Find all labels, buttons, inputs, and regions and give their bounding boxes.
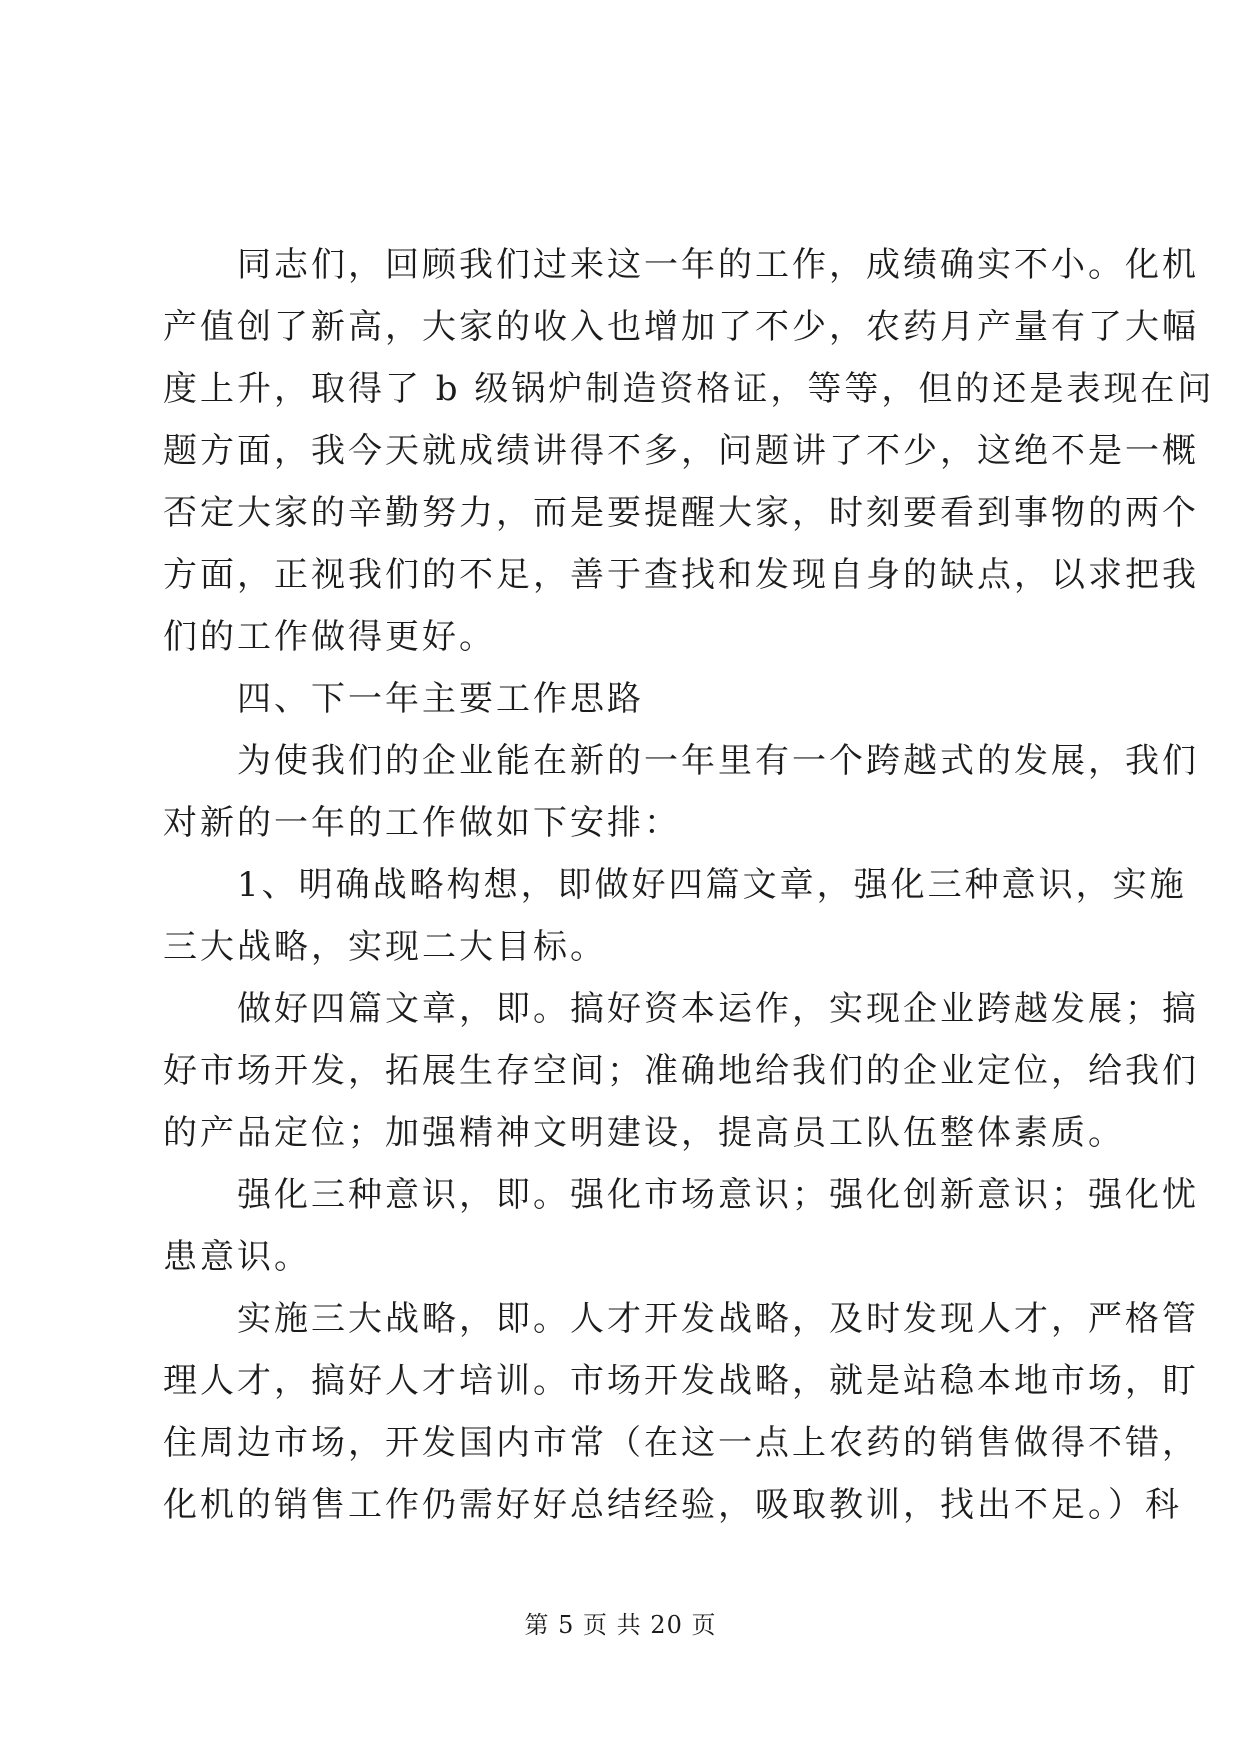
document-body <box>163 234 1215 1536</box>
text-line: 对新的一年的工作做如下安排： <box>163 803 681 843</box>
page-number: 第 5 页 共 20 页 <box>524 1611 717 1639</box>
text-line: 1、明确战略构想，即做好四篇文章，强化三种意识，实施 <box>163 865 1187 905</box>
text-line: 实施三大战略，即。人才开发战略，及时发现人才，严格管 <box>163 1299 1199 1339</box>
text-line: 否定大家的辛勤努力，而是要提醒大家，时刻要看到事物的两个 <box>163 493 1199 533</box>
text-line: 产值创了新高，大家的收入也增加了不少，农药月产量有了大幅 <box>163 307 1199 347</box>
text-line: 住周边市场，开发国内市常（在这一点上农药的销售做得不错， <box>163 1423 1199 1463</box>
text-line: 做好四篇文章，即。搞好资本运作，实现企业跨越发展；搞 <box>163 989 1199 1029</box>
text-line: 好市场开发，拓展生存空间；准确地给我们的企业定位，给我们 <box>163 1051 1199 1091</box>
text-line: 化机的销售工作仍需好好总结经验，吸取教训，找出不足。）科 <box>163 1485 1182 1525</box>
text-line: 三大战略，实现二大目标。 <box>163 927 607 967</box>
text-line: 理人才，搞好人才培训。市场开发战略，就是站稳本地市场，盯 <box>163 1361 1199 1401</box>
text-line: 同志们，回顾我们过来这一年的工作，成绩确实不小。化机 <box>163 245 1199 285</box>
section-heading: 四、下一年主要工作思路 <box>163 679 644 719</box>
text-line: 为使我们的企业能在新的一年里有一个跨越式的发展，我们 <box>163 741 1199 781</box>
text-line: 方面，正视我们的不足，善于查找和发现自身的缺点，以求把我 <box>163 555 1199 595</box>
text-line: 患意识。 <box>163 1237 311 1277</box>
text-line: 的产品定位；加强精神文明建设，提高员工队伍整体素质。 <box>163 1113 1125 1153</box>
text-line: 度上升，取得了 b 级锅炉制造资格证，等等，但的还是表现在问 <box>163 369 1215 409</box>
text-line: 们的工作做得更好。 <box>163 617 496 657</box>
text-line: 强化三种意识，即。强化市场意识；强化创新意识；强化忧 <box>163 1175 1199 1215</box>
text-line: 题方面，我今天就成绩讲得不多，问题讲了不少，这绝不是一概 <box>163 431 1199 471</box>
